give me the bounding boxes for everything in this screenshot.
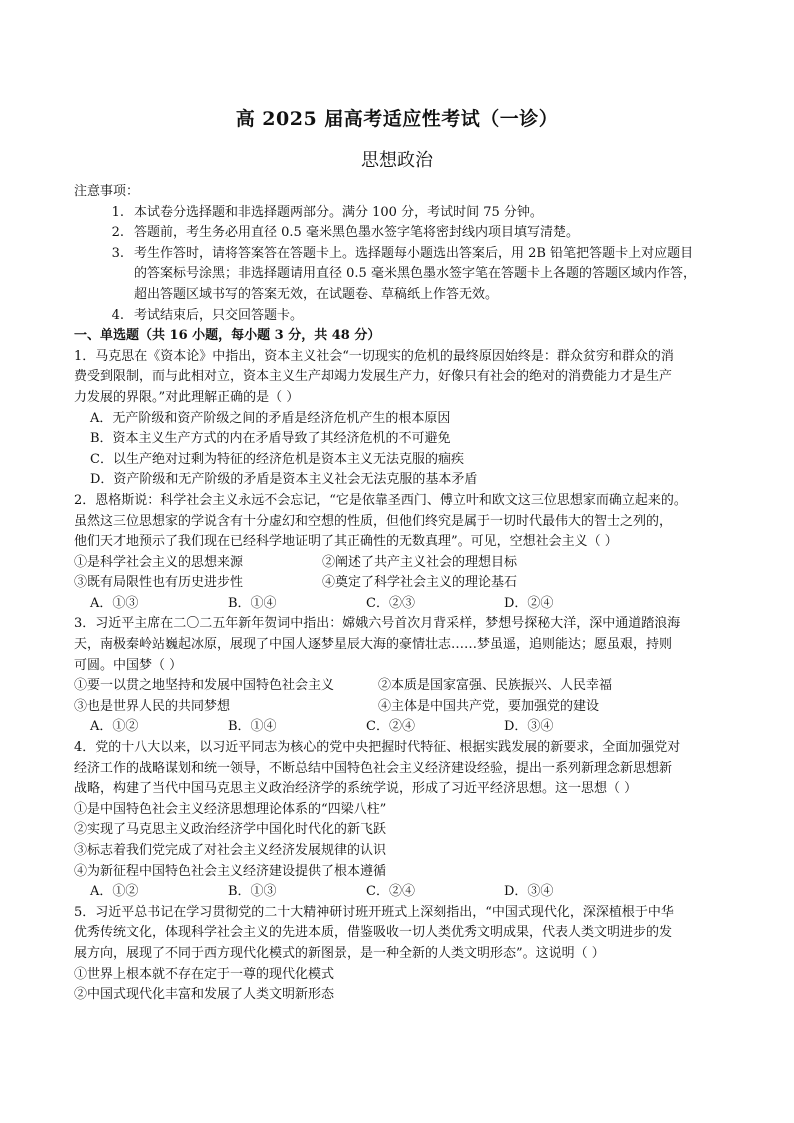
choice: A．①② <box>90 884 139 900</box>
subject-title: 思想政治 <box>361 150 433 171</box>
question-text: 展方向，展现了不同于西方现代化模式的新图景，是一种全新的人类文明形态”。这说明（ ） <box>74 945 605 961</box>
choice: A．①② <box>90 719 139 735</box>
answer-option: D．资产阶级和无产阶级的矛盾是资本主义社会无法克服的基本矛盾 <box>90 472 478 488</box>
question-2 <box>74 491 726 615</box>
question-text: 优秀传统文化，体现科学社会主义的先进本质，借鉴吸收一切人类优秀文明成果，代表人类文明进步的发 <box>74 925 673 941</box>
choice: B．①④ <box>228 595 277 611</box>
answer-option: A．无产阶级和资产阶级之间的矛盾是经济危机产生的根本原因 <box>90 410 451 426</box>
exam-content <box>74 182 726 1006</box>
question-text: 1．马克思在《资本论》中指出，资本主义社会“一切现实的危机的最终原因始终是：群众贫穷和群众的消 <box>74 348 674 364</box>
statement: ①要一以贯之地坚持和发展中国特色社会主义 <box>74 678 335 694</box>
statement-row <box>74 553 726 574</box>
statement-row <box>74 573 726 594</box>
notice-number: 4. <box>111 307 124 323</box>
notice-text: 的答案标号涂黑；非选择题请用直径 0.5 毫米黑色墨水签字笔在答题卡上各题的答题区域内作答， <box>134 266 696 282</box>
notice-item <box>74 223 726 244</box>
choice: D．②④ <box>504 595 554 611</box>
statement: ①是中国特色社会主义经济思想理论体系的“四梁八柱” <box>74 801 387 817</box>
question-text: 3．习近平主席在二〇二五年新年贺词中指出：嫦娥六号首次月背采样，梦想号探秘大洋，深中通道踏浪海 <box>74 616 681 632</box>
statement: ②中国式现代化丰富和发展了人类文明新形态 <box>74 987 335 1003</box>
notice-heading: 注意事项： <box>74 184 140 199</box>
choice: C．②③ <box>366 595 415 611</box>
statement: ③既有局限性也有历史进步性 <box>74 575 244 591</box>
notice-text: 答题前，考生务必用直径 0.5 毫米黑色墨水签字笔将密封线内项目填写清楚。 <box>134 225 579 241</box>
question-text: 力发展的界限。”对此理解正确的是（ ） <box>74 389 300 405</box>
statement: ③也是世界人民的共同梦想 <box>74 698 231 714</box>
statement: ②阐述了共产主义社会的理想目标 <box>322 554 518 570</box>
question-text: 战略，构建了当代中国马克思主义政治经济学的系统学说，形成了习近平经济思想。这一思想（ ） <box>74 781 638 797</box>
question-text: 他们天才地预示了我们现在已经科学地证明了其正确性的无数真理”。可见，空想社会主义（ ） <box>74 534 618 550</box>
notice-item <box>74 306 726 327</box>
exam-title: 高 2025 届高考适应性考试（一诊） <box>235 108 559 130</box>
choice: A．①③ <box>90 595 139 611</box>
notice-text: 考生作答时，请将答案答在答题卡上。选择题每小题选出答案后，用 2B 铅笔把答题卡上对应题目 <box>134 245 694 261</box>
notice-text: 考试结束后，只交回答题卡。 <box>134 307 304 323</box>
statement: ②本质是国家富强、民族振兴、人民幸福 <box>378 678 613 694</box>
question-text: 2．恩格斯说：科学社会主义永远不会忘记，“它是依靠圣西门、傅立叶和欧文这三位思想家而确立起来的。 <box>74 492 687 508</box>
statement: ①世界上根本就不存在定于一尊的现代化模式 <box>74 966 335 982</box>
notice-text: 超出答题区域书写的答案无效，在试题卷、草稿纸上作答无效。 <box>134 286 499 302</box>
choice-row <box>74 594 726 615</box>
choice: D．③④ <box>504 884 554 900</box>
question-text: 5．习近平总书记在学习贯彻党的二十大精神研讨班开班式上深刻指出，“中国式现代化，深深植根于中华 <box>74 904 674 920</box>
choice-row <box>74 882 726 903</box>
question-5 <box>74 903 726 1006</box>
question-3 <box>74 614 726 738</box>
notice-text: 本试卷分选择题和非选择题两部分。满分 100 分，考试时间 75 分钟。 <box>134 204 543 220</box>
question-text: 4．党的十八大以来，以习近平同志为核心的党中央把握时代特征、根据实践发展的新要求，全面加强党对 <box>74 740 681 756</box>
statement: ④主体是中国共产党，要加强党的建设 <box>378 698 600 714</box>
question-1 <box>74 347 726 491</box>
question-text: 天，南极秦岭站巍起冰原，展现了中国人逐梦星辰大海的豪情壮志……梦虽遥，追则能达；愿虽艰，持则 <box>74 637 673 653</box>
notice-number: 3. <box>111 245 124 261</box>
statement-row <box>74 676 726 697</box>
question-text: 经济工作的战略谋划和统一领导，不断总结中国特色社会主义经济建设经验，提出一系列新理念新思想新 <box>74 760 673 776</box>
answer-option: C．以生产绝对过剩为特征的经济危机是资本主义无法克服的痼疾 <box>90 451 464 467</box>
notice-number: 1. <box>111 204 124 220</box>
statement: ④为新征程中国特色社会主义经济建设提供了根本遵循 <box>74 863 387 879</box>
statement: ④奠定了科学社会主义的理论基石 <box>322 575 518 591</box>
choice: D．③④ <box>504 719 554 735</box>
question-text: 虽然这三位思想家的学说含有十分虚幻和空想的性质，但他们终究是属于一切时代最伟大的智士之列的， <box>74 513 673 529</box>
statement: ②实现了马克思主义政治经济学中国化时代化的新飞跃 <box>74 822 387 838</box>
question-text: 费受到限制，而与此相对立，资本主义生产却竭力发展生产力，好像只有社会的绝对的消费能力才是生产 <box>74 369 673 385</box>
question-4 <box>74 738 726 903</box>
statement: ①是科学社会主义的思想来源 <box>74 554 244 570</box>
question-text: 可圆。中国梦（ ） <box>74 657 183 673</box>
notice-item <box>74 244 726 306</box>
choice: C．②④ <box>366 884 415 900</box>
choice-row <box>74 717 726 738</box>
statement: ③标志着我们党完成了对社会主义经济发展规律的认识 <box>74 843 387 858</box>
answer-option: B．资本主义生产方式的内在矛盾导致了其经济危机的不可避免 <box>90 431 451 447</box>
choice: B．①③ <box>228 884 277 900</box>
notice-number: 2. <box>111 225 124 241</box>
section-heading: 一、单选题（共 16 小题，每小题 3 分，共 48 分） <box>74 328 381 344</box>
choice: B．①④ <box>228 719 277 735</box>
notice-item <box>74 203 726 224</box>
statement-row <box>74 697 726 718</box>
choice: C．②④ <box>366 719 415 735</box>
